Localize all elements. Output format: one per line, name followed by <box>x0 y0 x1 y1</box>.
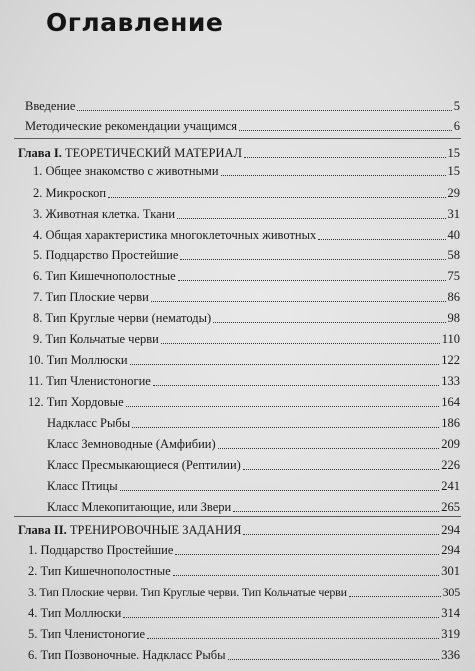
dot-leader <box>175 554 439 555</box>
toc-entry-label: 5. Подцарство Простейшие <box>33 248 179 262</box>
dot-leader <box>233 511 439 512</box>
toc-entry <box>33 245 460 263</box>
dot-leader <box>218 448 440 449</box>
dot-leader <box>177 218 445 219</box>
toc-entry-label: 4. Тип Моллюски <box>28 606 122 620</box>
toc-entry <box>33 225 460 243</box>
chapter-number: Глава I. <box>18 146 62 160</box>
toc-entry-label: 3. Животная клетка. Ткани <box>33 207 176 221</box>
section-divider <box>14 516 461 517</box>
dot-leader <box>153 385 439 386</box>
toc-entry-page: 314 <box>441 606 460 620</box>
dot-leader <box>239 130 452 131</box>
toc-chapter-2 <box>18 520 460 538</box>
toc-entry-label: Введение <box>25 99 76 113</box>
toc-entry-label: 3. Тип Плоские черви. Тип Круглые черви. Тип Кольчатые черви <box>28 585 347 599</box>
toc-entry-label: Класс Земноводные (Амфибии) <box>47 437 216 451</box>
toc-entry-page: 241 <box>441 479 460 493</box>
toc-entry <box>33 161 460 179</box>
toc-entry <box>33 266 460 284</box>
dot-leader <box>221 175 446 176</box>
toc-entry-page: 164 <box>441 395 460 409</box>
toc-subentry <box>47 455 460 473</box>
page-title: Оглавление <box>46 8 224 37</box>
toc-entry <box>28 624 460 642</box>
toc-entry-label: 6. Тип Кишечнополостные <box>33 269 176 283</box>
toc-entry-label: 8. Тип Круглые черви (нематоды) <box>33 311 212 325</box>
dot-leader <box>228 659 440 660</box>
toc-entry-label: 4. Общая характеристика многоклеточных животных <box>33 228 317 242</box>
toc-entry <box>28 540 460 558</box>
toc-entry-label: 2. Микроскоп <box>33 186 107 200</box>
toc-subentry <box>47 413 460 431</box>
toc-entry <box>33 329 460 347</box>
chapter-number: Глава II. <box>18 523 67 537</box>
toc-entry-page: 29 <box>447 186 460 200</box>
toc-entry-label: 1. Общее знакомство с животными <box>33 164 219 178</box>
toc-entry-page: 336 <box>441 648 460 662</box>
dot-leader <box>151 301 446 302</box>
toc-entry <box>33 183 460 201</box>
toc-entry-label: 6. Тип Позвоночные. Надкласс Рыбы <box>28 648 226 662</box>
toc-subentry <box>47 476 460 494</box>
toc-entry-label: Класс Птицы <box>47 479 118 493</box>
toc-entry-page: 75 <box>447 269 460 283</box>
section-divider <box>14 138 461 139</box>
toc-entry-label: Надкласс Рыбы <box>47 416 131 430</box>
toc-entry <box>33 204 460 222</box>
toc-entry-page: 133 <box>441 374 460 388</box>
toc-entry-page: 186 <box>441 416 460 430</box>
chapter-title: ТРЕНИРОВОЧНЫЕ ЗАДАНИЯ <box>69 523 242 537</box>
toc-entry-label: 2. Тип Кишечнополостные <box>28 564 171 578</box>
toc-entry <box>33 287 460 305</box>
toc-entry <box>28 392 460 410</box>
dot-leader <box>180 259 445 260</box>
toc-entry-page: 294 <box>441 543 460 557</box>
toc-entry-page: 209 <box>441 437 460 451</box>
toc-entry-page: 122 <box>441 353 460 367</box>
dot-leader <box>126 406 440 407</box>
toc-subentry <box>47 497 460 515</box>
toc-entry-label: Методические рекомендации учащимся <box>25 119 237 133</box>
toc-chapter-1 <box>18 143 460 161</box>
toc-entry <box>28 561 460 579</box>
dot-leader <box>108 197 445 198</box>
toc-subentry <box>47 434 460 452</box>
toc-entry-label: 11. Тип Членистоногие <box>28 374 151 388</box>
dot-leader <box>77 110 451 111</box>
dot-leader <box>213 322 445 323</box>
toc-entry-page: 265 <box>441 500 460 514</box>
toc-entry-page: 86 <box>447 290 460 304</box>
dot-leader <box>173 575 440 576</box>
toc-entry-page: 305 <box>442 585 460 599</box>
dot-leader <box>243 469 439 470</box>
toc-entry <box>28 371 460 389</box>
chapter-title: ТЕОРЕТИЧЕСКИЙ МАТЕРИАЛ <box>65 146 243 160</box>
dot-leader <box>318 239 445 240</box>
dot-leader <box>178 280 446 281</box>
toc-entry-label: 5. Тип Членистоногие <box>28 627 146 641</box>
toc-entry-label: Класс Млекопитающие, или Звери <box>47 500 232 514</box>
toc-entry-page: 5 <box>453 99 460 113</box>
dot-leader <box>349 596 441 597</box>
toc-entry-label: 12. Тип Хордовые <box>28 395 124 409</box>
dot-leader <box>130 364 440 365</box>
dot-leader <box>243 534 439 535</box>
dot-leader <box>147 638 439 639</box>
dot-leader <box>244 157 445 158</box>
toc-entry-page: 226 <box>441 458 460 472</box>
toc-entry-page: 58 <box>447 248 460 262</box>
dot-leader <box>120 490 440 491</box>
toc-entry <box>28 645 460 663</box>
toc-entry-label: 10. Тип Моллюски <box>28 353 128 367</box>
toc-entry <box>28 603 460 621</box>
toc-entry-introduction <box>25 96 460 114</box>
dot-leader <box>161 343 440 344</box>
toc-entry-page: 301 <box>441 564 460 578</box>
toc-entry-label: Класс Пресмыкающиеся (Рептилии) <box>47 458 241 472</box>
toc-entry <box>33 308 460 326</box>
toc-entry-page: 31 <box>447 207 460 221</box>
toc-entry-page: 15 <box>447 164 460 178</box>
toc-entry <box>28 582 460 600</box>
toc-entry-page: 98 <box>447 311 460 325</box>
toc-entry-page: 15 <box>447 146 460 160</box>
toc-entry-page: 6 <box>453 119 460 133</box>
toc-entry-label: 1. Подцарство Простейшие <box>28 543 174 557</box>
toc-entry-label: 7. Тип Плоские черви <box>33 290 149 304</box>
toc-entry-label: 9. Тип Кольчатые черви <box>33 332 159 346</box>
toc-entry-page: 294 <box>441 523 460 537</box>
dot-leader <box>123 617 439 618</box>
toc-entry-recommendations <box>25 116 460 134</box>
dot-leader <box>132 427 439 428</box>
toc-entry-page: 110 <box>441 332 460 346</box>
toc-entry <box>28 350 460 368</box>
toc-entry-page: 319 <box>441 627 460 641</box>
toc-entry-page: 40 <box>447 228 460 242</box>
